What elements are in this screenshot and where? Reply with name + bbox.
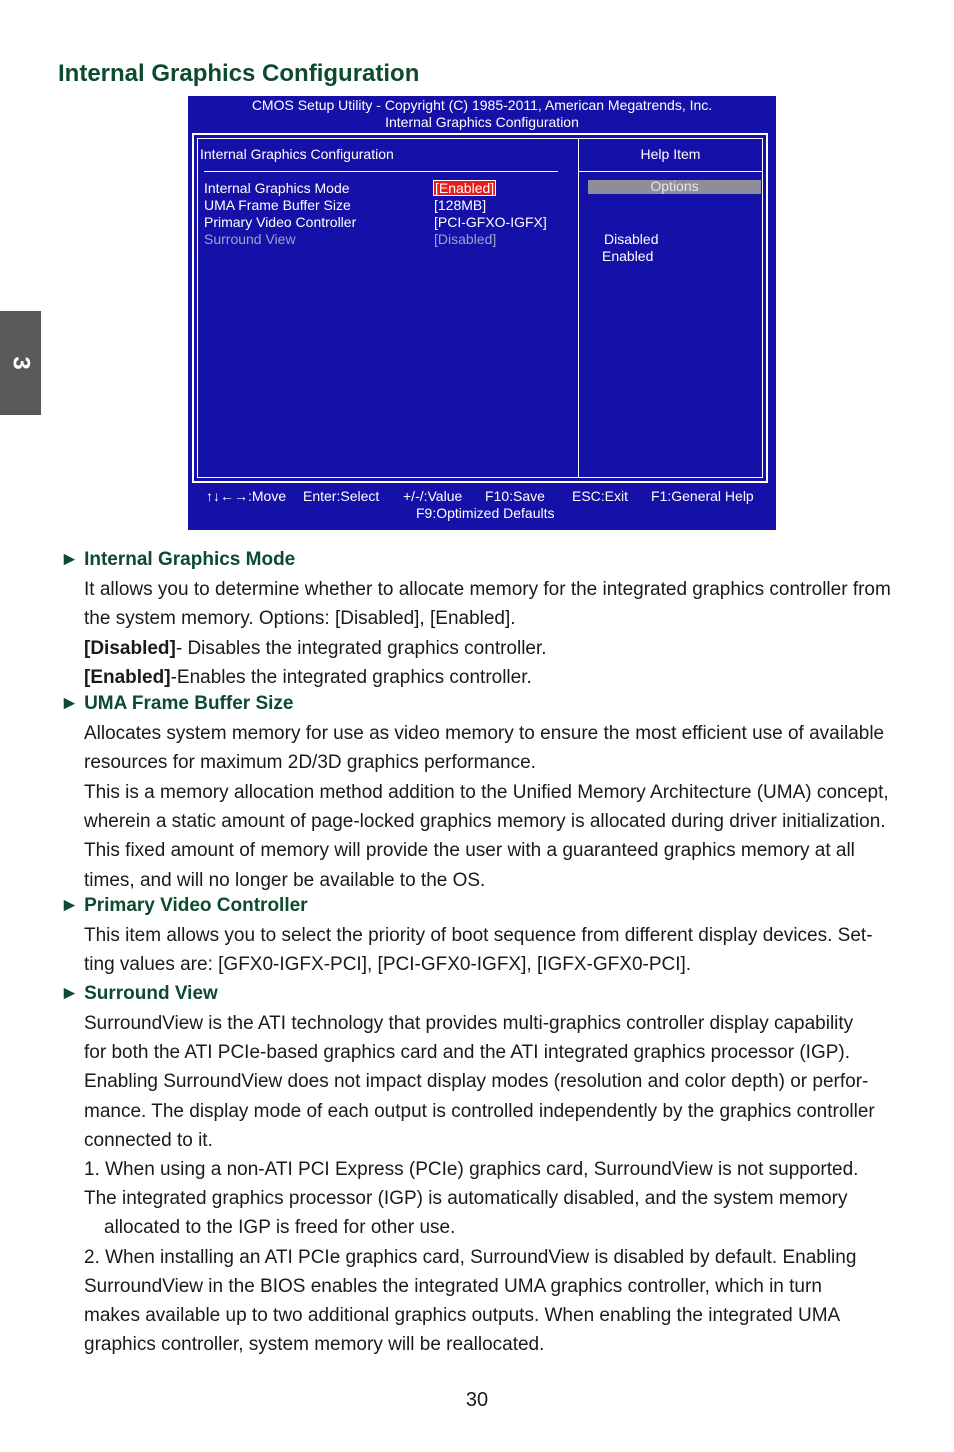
option-enabled[interactable]: Enabled: [602, 248, 654, 264]
sv-description: [84, 1009, 904, 1359]
uma-details: This is a memory allocation method addition to the Unified Memory Architecture (UMA) concept, wherein a static amount of page-locked graphics memory is allocated during driver initialization. This fixed amount of memory will provide the user with a guaranteed graphics memory at all times, and will no longer be available to the OS.: [84, 782, 889, 891]
setting-value-disabled: [Disabled]: [434, 231, 497, 247]
sv-line: Enabling SurroundView does not impact display modes (resolution and color depth) or perfor-: [84, 1071, 869, 1093]
help-rule: [579, 171, 762, 172]
uma-description: Allocates system memory for use as video memory to ensure the most efficient use of available resources for maximum 2D/3D graphics performance.: [84, 723, 885, 774]
term-enabled-desc: -Enables the integrated graphics controller.: [170, 667, 532, 688]
help-item-title: Help Item: [640, 146, 701, 162]
setting-internal-graphics-mode[interactable]: [204, 180, 574, 197]
setting-value[interactable]: [PCI-GFXO-IGFX]: [434, 214, 547, 230]
bios-frame: [192, 133, 768, 483]
setting-label: Surround View: [204, 231, 296, 247]
sv-item-1-line: allocated to the IGP is freed for other use.: [104, 1217, 456, 1239]
bios-left-title: Internal Graphics Configuration: [200, 146, 394, 162]
setting-label: UMA Frame Buffer Size: [204, 197, 351, 213]
sv-line: for both the ATI PCIe-based graphics card and the ATI integrated graphics processor (IGP).: [84, 1042, 851, 1064]
pvc-description: [84, 921, 904, 979]
sv-item-2-line: makes available up to two additional graphics outputs. When enabling the integrated UMA: [84, 1305, 841, 1327]
bios-header: [188, 96, 776, 131]
bios-screen-title: Internal Graphics Configuration: [385, 114, 579, 130]
sv-item-2-line: SurroundView in the BIOS enables the integrated UMA graphics controller, which in turn: [84, 1275, 822, 1297]
bios-copyright: CMOS Setup Utility - Copyright (C) 1985-2011, American Megatrends, Inc.: [251, 97, 713, 113]
setting-value-selected[interactable]: [Enabled]: [435, 180, 495, 196]
bios-inner-frame: [197, 138, 763, 478]
key-help: F1:General Help: [651, 488, 754, 504]
bios-left-rule: [204, 171, 558, 172]
chapter-tab: [0, 311, 41, 415]
sv-line: connected to it.: [84, 1129, 213, 1151]
heading-uma-frame-buffer-size: ► UMA Frame Buffer Size: [60, 693, 294, 714]
setting-surround-view: [204, 231, 574, 248]
sv-item-2-line: graphics controller, system memory will be reallocated.: [84, 1334, 545, 1356]
chapter-number: 3: [7, 356, 35, 370]
setting-primary-video-controller[interactable]: [204, 214, 574, 231]
key-value: +/-/:Value: [403, 488, 463, 504]
key-exit: ESC:Exit: [572, 488, 629, 504]
options-header: Options: [588, 180, 761, 194]
bios-screen: [188, 96, 776, 530]
sv-line: mance. The display mode of each output is controlled independently by the graphics controller: [84, 1100, 875, 1122]
pvc-line: ting values are: [GFX0-IGFX-PCI], [PCI-GFX0-IGFX], [IGFX-GFX0-PCI].: [84, 954, 692, 976]
term-disabled: [Disabled]: [84, 638, 176, 659]
heading-surround-view: ► Surround View: [60, 983, 218, 1004]
heading-internal-graphics-mode: ► Internal Graphics Mode: [60, 549, 296, 570]
key-defaults: F9:Optimized Defaults: [416, 505, 555, 521]
sv-item-2: 2. When installing an ATI PCIe graphics card, SurroundView is disabled by default. Enabling: [84, 1246, 857, 1268]
sv-item-1-line: The integrated graphics processor (IGP) is automatically disabled, and the system memory: [84, 1188, 848, 1210]
key-save: F10:Save: [485, 488, 545, 504]
bios-divider: [578, 139, 579, 477]
setting-label: Primary Video Controller: [204, 214, 357, 230]
sv-line: SurroundView is the ATI technology that provides multi-graphics controller display capability: [84, 1013, 854, 1034]
heading-primary-video-controller: ► Primary Video Controller: [60, 895, 308, 916]
igm-description: It allows you to determine whether to allocate memory for the integrated graphics controller from the system memory. Options: [Disabled], [Enabled].: [84, 579, 891, 630]
setting-value[interactable]: [128MB]: [434, 197, 487, 213]
key-select: Enter:Select: [303, 488, 380, 504]
term-disabled-desc: - Disables the integrated graphics controller.: [175, 638, 547, 659]
page-title: Internal Graphics Configuration: [58, 60, 420, 87]
key-move: ↑↓←→:Move: [206, 488, 287, 504]
setting-uma-frame-buffer-size[interactable]: [204, 197, 574, 214]
pvc-line: This item allows you to select the priority of boot sequence from different display devices. Set-: [84, 925, 873, 946]
igm-disabled-item: [84, 634, 904, 663]
option-disabled[interactable]: Disabled: [604, 231, 659, 247]
igm-enabled-item: [84, 663, 904, 692]
setting-label: Internal Graphics Mode: [204, 180, 350, 196]
term-enabled: [Enabled]: [84, 667, 171, 688]
page-number: 30: [465, 1389, 489, 1411]
sv-item-1: 1. When using a non-ATI PCI Express (PCIe) graphics card, SurroundView is not supported.: [84, 1159, 859, 1181]
